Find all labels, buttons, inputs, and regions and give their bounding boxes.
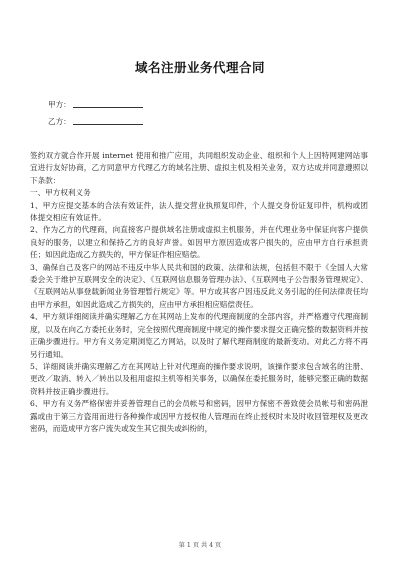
party-a-field bbox=[48, 99, 143, 110]
clause-4: 4、甲方须详细阅读并确实理解乙方在其网站上发布的代理商制度的全部内容，并严格遵守代理商制度，以及在向乙方委托业务时，完全按照代理商制度中规定的操作要求提交正确完整的数据资料并按正确步骤进行。甲方有义务定期浏览乙方网站，以及时了解代理商制度的最新变动。对此乙方将不再另行通知。 bbox=[30, 312, 368, 359]
party-b-field bbox=[48, 116, 143, 127]
party-a-label: 甲方： bbox=[48, 100, 71, 109]
clause-2: 2、作为乙方的代理商，向直接客户提供域名注册或虚拟主机服务，并在代理业务中保证向客户提供良好的服务，以建立和保持乙方的良好声誉。如因甲方原因造成客户损失的，应由甲方自行承担责任；如因此造成乙方损失的，甲方保证作相应赔偿。 bbox=[30, 225, 368, 260]
clause-3: 3、确保自己及客户的网站不违反中华人民共和国的政策、法律和法规，包括但不限于《全国人大常委会关于维护互联网安全的决定》、《互联网信息服务管理办法》、《互联网电子公告服务管理规定》、《互联网站从事登载新闻业务管理暂行规定》等。甲方或其客户因违反此义务引起的任何法律责任均由甲方承担，如因此造成乙方损失的，应由甲方承担相应赔偿责任。 bbox=[30, 262, 368, 309]
clause-5: 5、详细阅读并确实理解乙方在其网站上针对代理商的操作要求说明，该操作要求包含域名的注册、更改／取消、转入／转出以及租用虚拟主机等相关事务，以确保在委托服务时，能够完整正确的数据资料并按正确步骤进行。 bbox=[30, 361, 368, 396]
intro-paragraph: 签约双方就合作开展 internet 使用和推广应用，共同组织发动企业、组织和个人上因特网建网站事宜进行友好协商，乙方同意甲方代理乙方的域名注册、虚拟主机及相关业务，双方达成并同意遵照以下条款： bbox=[30, 151, 368, 185]
clause-1: 1、甲方应提交基本的合法有效证件，法人提交营业执照复印件，个人提交身份证复印件，机构或团体提交相应有效证件。 bbox=[30, 200, 368, 223]
party-a-blank-line bbox=[73, 99, 143, 108]
contract-body bbox=[30, 150, 368, 435]
clause-6: 6、甲方有义务严格保密并妥善管理自己的会员帐号和密码，因甲方保密不善致使会员帐号和密码泄露或由于第三方盗用而进行各种操作或因甲方授权他人管理而在终止授权时未及时收回管理权及更改密码，而造成甲方客户流失或发生其它损失或纠纷的， bbox=[30, 399, 368, 433]
party-b-blank-line bbox=[73, 116, 143, 125]
document-title: 域名注册业务代理合同 bbox=[134, 60, 265, 75]
page-number: 第 1 页 共 4 页 bbox=[178, 542, 222, 549]
party-b-label: 乙方： bbox=[48, 117, 71, 126]
section-heading: 一、甲方权利义务 bbox=[30, 188, 91, 198]
